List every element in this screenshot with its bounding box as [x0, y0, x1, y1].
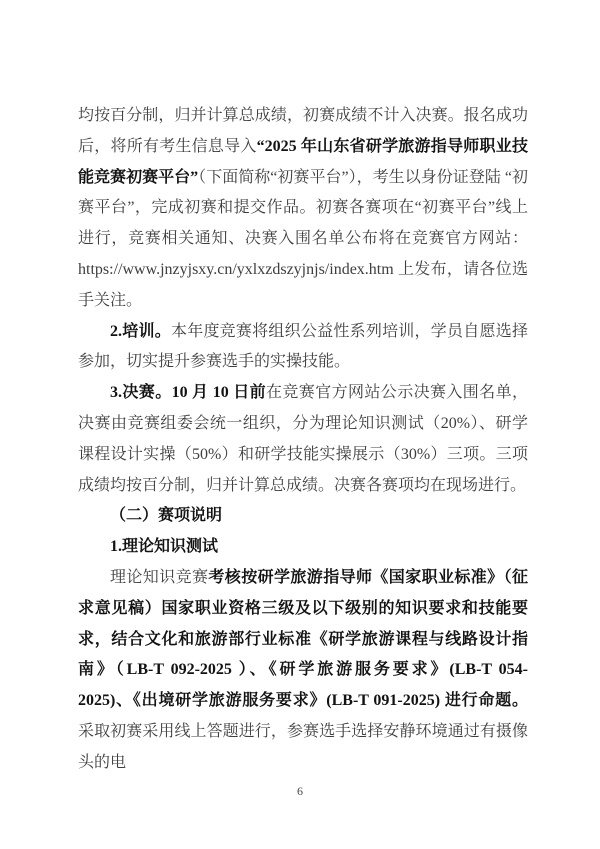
text-segment: 1.理论知识测试	[110, 538, 219, 556]
text-segment: 采取初赛采用线上答题进行，参赛选手选择安静环境通过有摄像头的电	[78, 722, 528, 771]
paragraph	[78, 317, 528, 379]
paragraph	[78, 101, 528, 317]
document-body	[78, 101, 528, 779]
text-segment: 在竞赛官方网站公示决赛入围名单，决赛由竞赛组委会统一组织，分为理论知识测试（20%）、研学课程设计实操（50%）和研学技能实操展示（30%）三项。三项成绩均按百分制，归并计算总成绩。决赛各赛项均在现场进行。	[78, 384, 528, 494]
text-segment: 3.决赛。10 月 10 日前	[110, 384, 266, 402]
section-heading	[78, 501, 528, 532]
section-heading	[78, 532, 528, 563]
text-segment: “2025 年山东省研学旅游指导师职业技能竞赛初赛平台”	[78, 137, 528, 186]
text-segment: 本年度竞赛将组织公益性系列培训，学员自愿选择参加，切实提升参赛选手的实操技能。	[78, 322, 528, 371]
page-number: 6	[297, 784, 303, 798]
paragraph	[78, 563, 528, 779]
text-segment: 2.培训。	[110, 322, 171, 340]
text-segment: 均按百分制，归并计算总成绩，初赛成绩不计入决赛。报名成功后，将所有考生信息导入	[78, 107, 528, 155]
text-segment: （下面简称“初赛平台”），考生以身份证登陆 “初赛平台”，完成初赛和提交作品。初赛各赛项在“初赛平台”线上进行，竞赛相关通知、决赛入围名单公布将在竞赛官方网站：https://www.jnzyjsxy.cn/yxlxzdszyjnjs/index.htm 上发布，请各位选手关注。	[78, 168, 528, 309]
text-segment: 理论知识竞赛	[110, 568, 209, 586]
text-segment: （二）赛项说明	[110, 507, 223, 525]
text-segment: 考核按研学旅游指导师《国家职业标准》（征求意见稿）国家职业资格三级及以下级别的知识要求和技能要求，结合文化和旅游部行业标准《研学旅游课程与线路设计指南》（LB-T 092-2025 ）、《研学旅游服务要求》(LB-T 054-2025)、《出境研学旅游服务要求》(LB-T 091-2025) 进行命题。	[78, 568, 528, 710]
paragraph	[78, 378, 528, 501]
